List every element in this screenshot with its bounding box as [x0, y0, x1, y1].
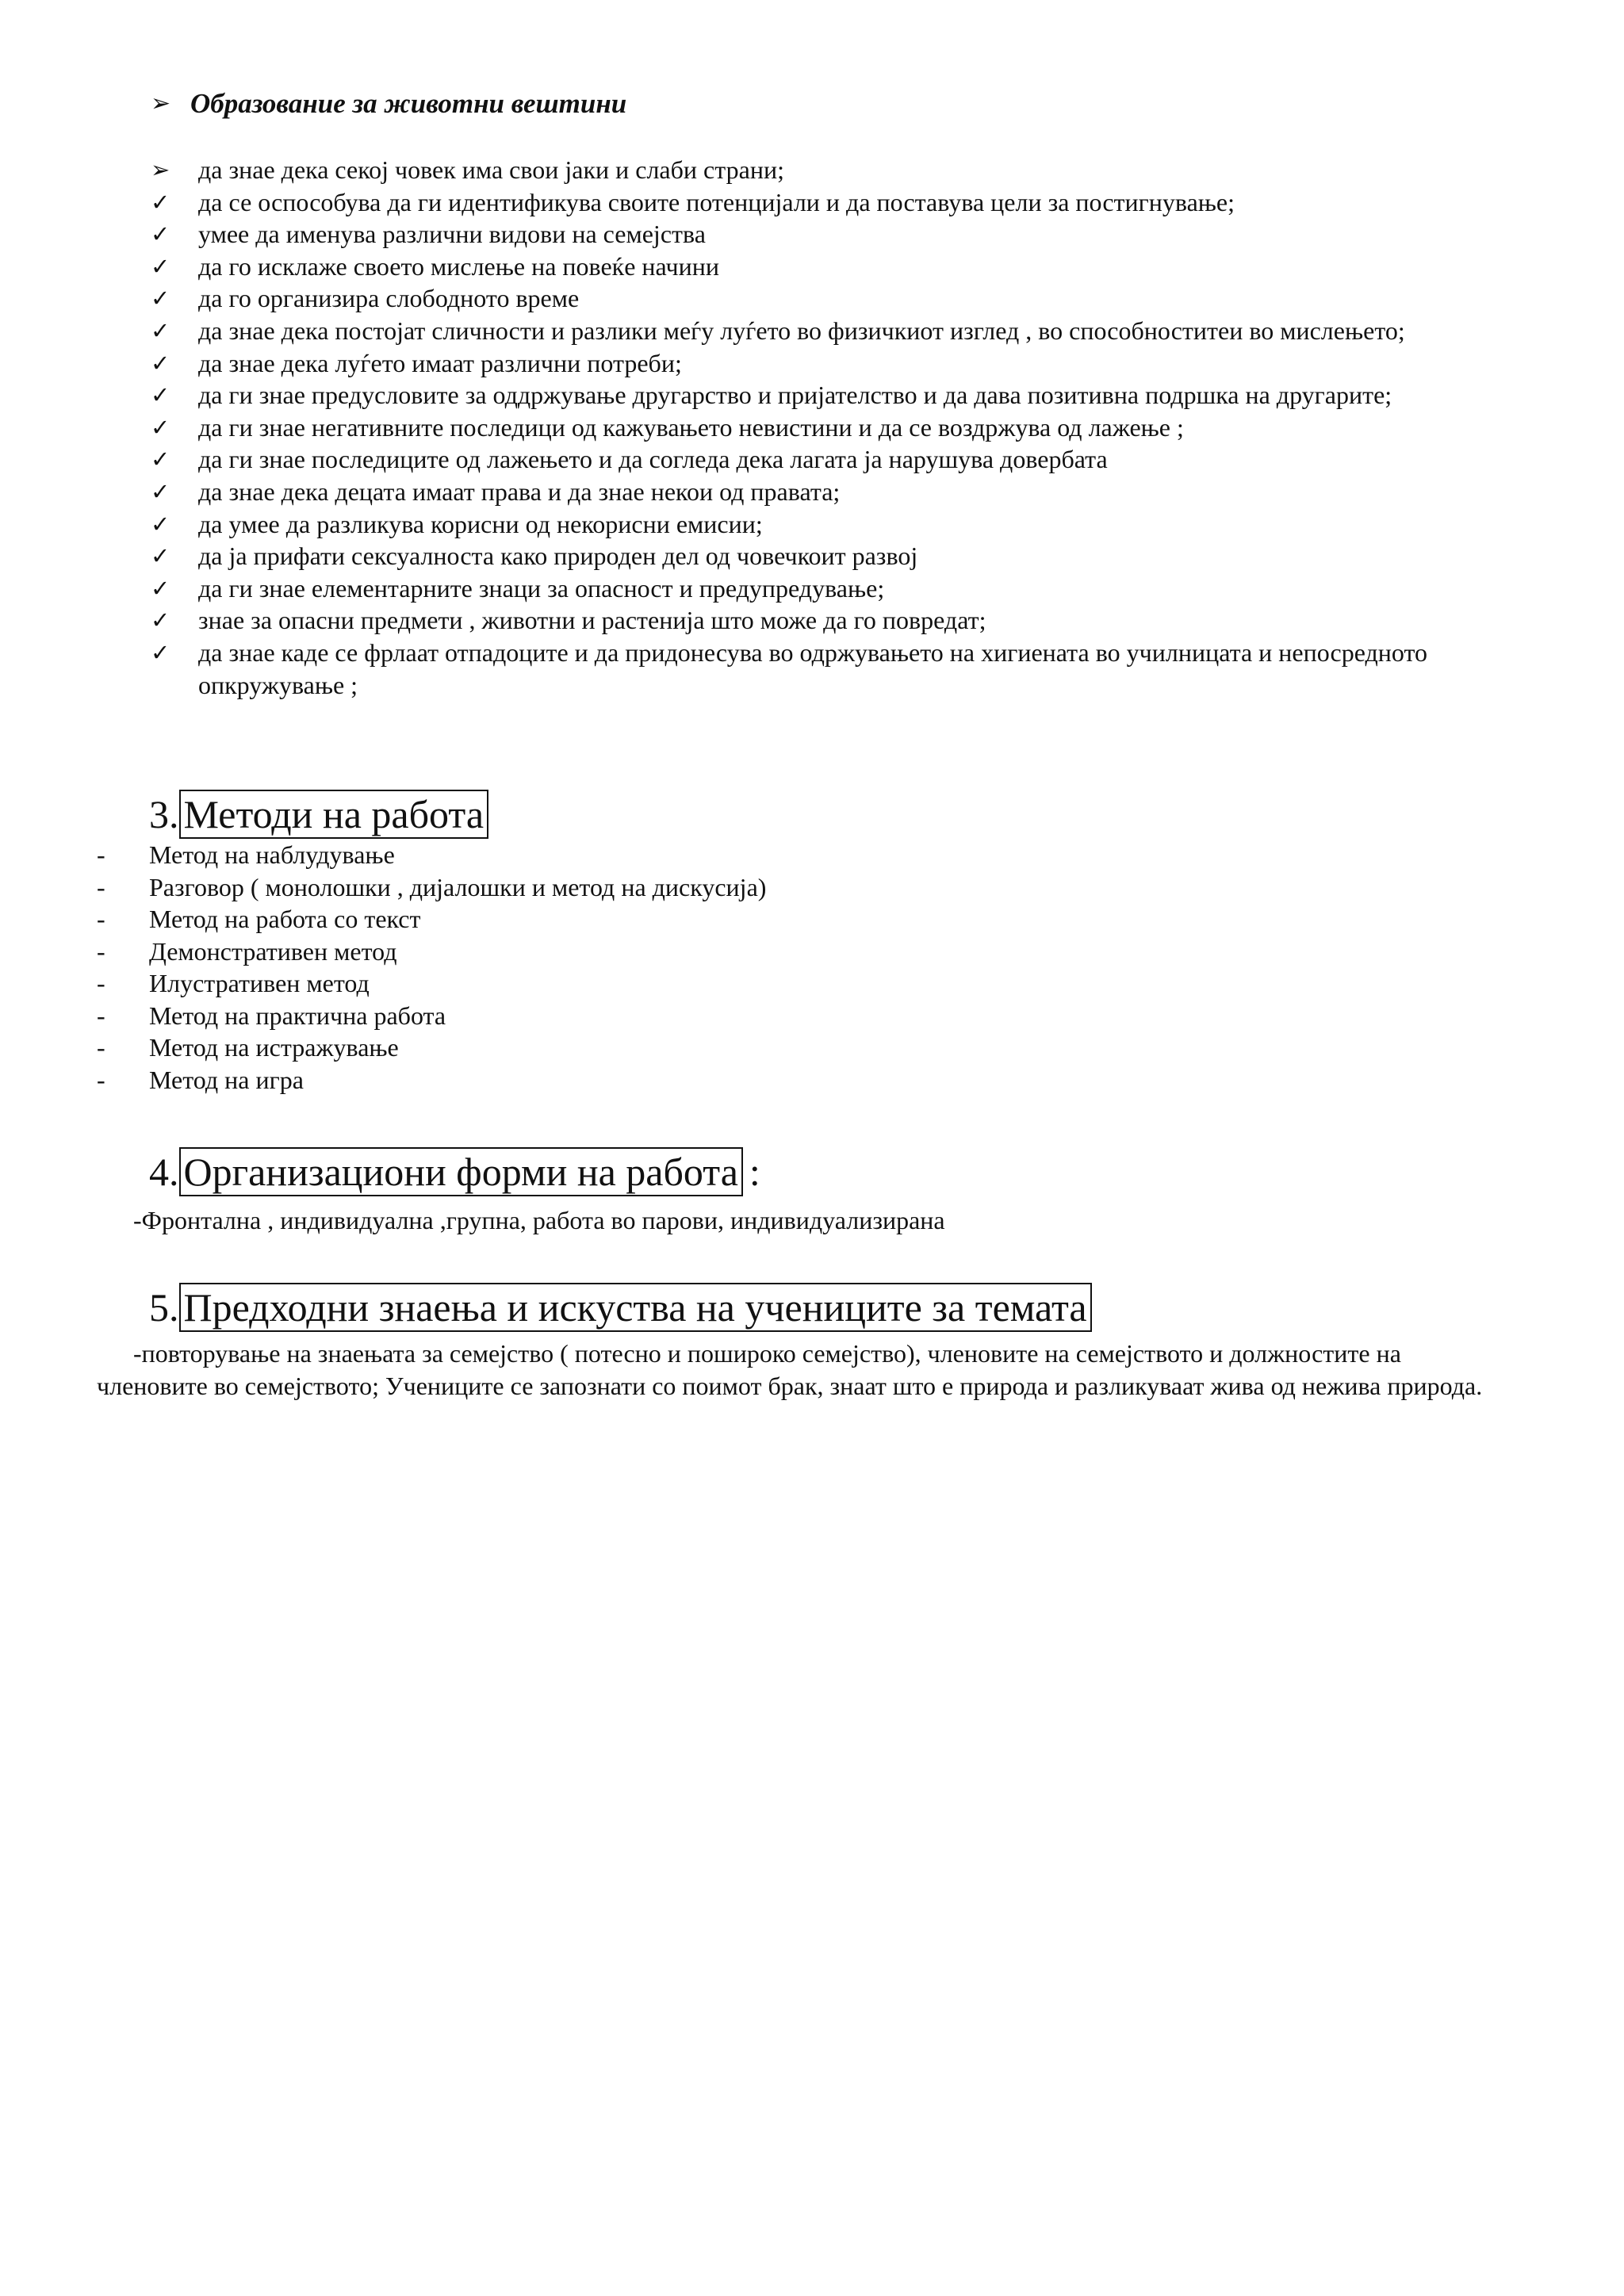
life-skills-item [151, 347, 1546, 380]
life-skills-item-text: да го исклаже своето мислење на повеќе начини [198, 251, 719, 281]
life-skills-item [151, 379, 1546, 411]
checkmark-icon: ✓ [151, 285, 170, 312]
section-4-suffix: : [749, 1150, 760, 1194]
section-3-number: 3. [149, 792, 179, 836]
checkmark-icon: ✓ [151, 510, 170, 538]
life-skills-item-text: да знае дека децата имаат права и да знае некои од правата; [198, 476, 841, 506]
life-skills-item-text: да ги знае предусловите за оддржување другарство и пријателство и да дава позитивна подршка на другарите; [198, 381, 1392, 410]
life-skills-item [151, 186, 1546, 219]
life-skills-item-text: знае за опасни предмети , животни и растенија што може да го повредат; [198, 606, 986, 635]
dash-bullet: - [97, 1001, 105, 1030]
section-4-heading [149, 1147, 760, 1196]
life-skills-item [151, 411, 1546, 444]
section-4-title: Организациони форми на работа [179, 1147, 743, 1196]
methods-list [97, 839, 766, 1096]
section-4-number: 4. [149, 1150, 179, 1194]
life-skills-item-text: да ги знае последиците од лажењето и да согледа дека лагата ја нарушува довербата [198, 445, 1108, 474]
life-skills-item [151, 315, 1546, 347]
checkmark-icon: ✓ [151, 349, 170, 377]
section-3-title: Методи на работа [179, 790, 489, 839]
checkmark-icon: ✓ [151, 542, 170, 570]
dash-bullet: - [97, 1065, 105, 1094]
method-item [97, 1064, 766, 1096]
dash-bullet: - [97, 1033, 105, 1062]
method-item-text: Демонстративен метод [149, 936, 397, 966]
method-item-text: Метод на практична работа [149, 1001, 446, 1030]
method-item [97, 839, 766, 871]
method-item-text: Метод на наблудување [149, 840, 395, 869]
method-item-text: Метод на игра [149, 1065, 304, 1094]
life-skills-item-text: да знае дека секој човек има свои јаки и слаби страни; [198, 155, 784, 184]
dash-bullet: - [97, 969, 105, 997]
method-item [97, 871, 766, 904]
checkmark-icon: ✓ [151, 188, 170, 216]
checkmark-icon: ✓ [151, 316, 170, 344]
arrow-right-bullet-icon: ➢ [151, 156, 170, 183]
life-skills-item [151, 154, 1546, 186]
life-skills-item-text: да ги знае елементарните знаци за опасност и предупредување; [198, 573, 885, 603]
life-skills-item [151, 251, 1546, 283]
method-item [97, 903, 766, 936]
method-item-text: Метод на истражување [149, 1033, 399, 1062]
life-skills-item [151, 572, 1546, 605]
section-3-heading [149, 790, 488, 839]
life-skills-item [151, 637, 1546, 701]
life-skills-item-text: да умее да разликува корисни од некорисни емисии; [198, 509, 763, 538]
section-5-title: Предходни знаења и искуства на учениците за темата [179, 1283, 1092, 1332]
checkmark-icon: ✓ [151, 446, 170, 473]
life-skills-item-text: да го организира слободното време [198, 284, 580, 313]
life-skills-item [151, 476, 1546, 508]
method-item [97, 967, 766, 1000]
checkmark-icon: ✓ [151, 574, 170, 602]
dash-bullet: - [97, 905, 105, 933]
life-skills-item-text: да знае каде се фрлаат отпадоците и да придонесува во одржувањето на хигиената во училницата и непосредното опкружување ; [198, 637, 1428, 699]
dash-bullet: - [97, 936, 105, 966]
life-skills-item-text: да се оспособува да ги идентификува своите потенцијали и да поставува цели за постигнување; [198, 187, 1235, 216]
checkmark-icon: ✓ [151, 638, 170, 666]
checkmark-icon: ✓ [151, 220, 170, 248]
life-skills-item-text: да знае дека луѓето имаат различни потреби; [198, 348, 682, 377]
checkmark-icon: ✓ [151, 252, 170, 280]
life-skills-item-text: умее да именува различни видови на семејства [198, 220, 706, 249]
life-skills-title: Образование за животни вештини [190, 88, 627, 119]
life-skills-item [151, 508, 1546, 541]
arrow-right-bullet-icon: ➢ [151, 90, 171, 117]
life-skills-item-text: да знае дека постојат сличности и разлики меѓу луѓето во физичкиот изглед , во способноститеи во мислењето; [198, 316, 1405, 345]
section-5-heading [149, 1283, 1092, 1332]
checkmark-icon: ✓ [151, 413, 170, 441]
method-item [97, 1031, 766, 1064]
life-skills-item [151, 540, 1546, 572]
life-skills-list [151, 154, 1546, 701]
life-skills-item [151, 218, 1546, 251]
life-skills-item [151, 443, 1546, 476]
section-4-text: -Фронтална , индивидуална ,групна, работа во парови, индивидуализирана [133, 1206, 945, 1234]
life-skills-item [151, 604, 1546, 637]
life-skills-item-text: да ги знае негативните последици од кажувањето невистини и да се воздржува од лажење ; [198, 412, 1184, 442]
section-5-number: 5. [149, 1285, 179, 1330]
checkmark-icon: ✓ [151, 607, 170, 634]
method-item [97, 936, 766, 968]
method-item [97, 1000, 766, 1032]
life-skills-item-text: да ја прифати сексуалноста како природен дел од човечкоит развој [198, 541, 918, 571]
method-item-text: Илустративен метод [149, 969, 370, 997]
dash-bullet: - [97, 840, 105, 869]
checkmark-icon: ✓ [151, 477, 170, 505]
dash-bullet: - [97, 872, 105, 901]
method-item-text: Метод на работа со текст [149, 905, 421, 933]
section-5-text: -повторување на знаењата за семејство ( потесно и пошироко семејство), членовите на семејството и должностите на членовите во семејството; Учениците се запознати со поимот брак, знаат што е природа и разликуваат жива од нежива природа. [97, 1339, 1483, 1400]
method-item-text: Разговор ( монолошки , дијалошки и метод на дискусија) [149, 872, 767, 901]
life-skills-heading [151, 86, 626, 122]
checkmark-icon: ✓ [151, 381, 170, 409]
life-skills-item [151, 282, 1546, 315]
